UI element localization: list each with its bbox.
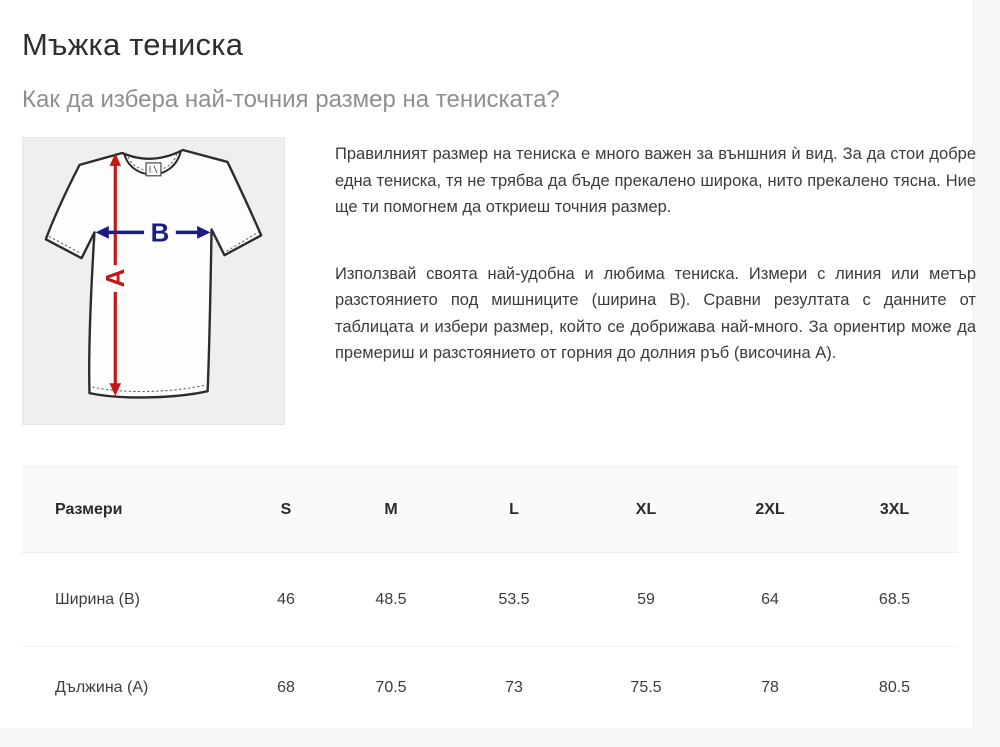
size-table xyxy=(22,466,958,728)
table-row-length xyxy=(22,647,958,728)
page-subtitle: Как да избера най-точния размер на тениската? xyxy=(22,86,560,113)
row-label: Ширина (B) xyxy=(55,590,140,608)
cell-value: 59 xyxy=(637,590,655,608)
cell-value: 75.5 xyxy=(630,678,662,696)
size-col-header-s: S xyxy=(280,500,292,518)
height-label: A xyxy=(102,268,131,288)
size-col-header-3xl: 3XL xyxy=(879,500,910,518)
tshirt-measurement-diagram xyxy=(22,137,285,425)
size-col-header-xl: XL xyxy=(635,500,657,518)
cell-value: 80.5 xyxy=(878,678,911,696)
page-title: Мъжка тениска xyxy=(22,27,244,62)
row-label: Дължина (A) xyxy=(55,678,149,696)
collar-tag xyxy=(146,163,161,176)
intro-text xyxy=(335,141,976,407)
cell-value: 70.5 xyxy=(375,678,407,696)
cell-value: 64 xyxy=(761,590,779,608)
cell-value: 46 xyxy=(277,590,295,608)
cell-value: 73 xyxy=(505,678,523,696)
cell-value: 68 xyxy=(277,678,295,696)
intro-paragraph-1: Правилният размер на тениска е много важен за външния ѝ вид. За да стои добре една тениска, тя не трябва да бъде прекалено широка, нито прекалено тясна. Ние ще ти помогнем да откриеш точния размер. xyxy=(335,145,976,216)
size-col-header-l: L xyxy=(509,500,519,518)
intro-paragraph-2: Използвай своята най-удобна и любима тениска. Измери с линия или метър разстоянието под мишниците (ширина B). Сравни резултата с данните от таблицата и избери размер, който се добрижава най-много. За ориентир може да премериш и разстоянието от горния до долния ръб (височина A). xyxy=(335,264,976,362)
cell-value: 48.5 xyxy=(375,590,407,608)
cell-value: 68.5 xyxy=(878,590,911,608)
size-table-header-row xyxy=(22,466,958,553)
tshirt-outline xyxy=(46,150,261,397)
cell-value: 78 xyxy=(761,678,779,696)
cell-value: 53.5 xyxy=(498,590,530,608)
table-row-width xyxy=(22,553,958,647)
tshirt-diagram-svg xyxy=(23,138,284,424)
size-col-header-2xl: 2XL xyxy=(755,500,785,518)
width-label: B xyxy=(150,219,170,248)
size-col-header-m: M xyxy=(384,500,398,518)
size-table-corner-header: Размери xyxy=(55,500,123,518)
